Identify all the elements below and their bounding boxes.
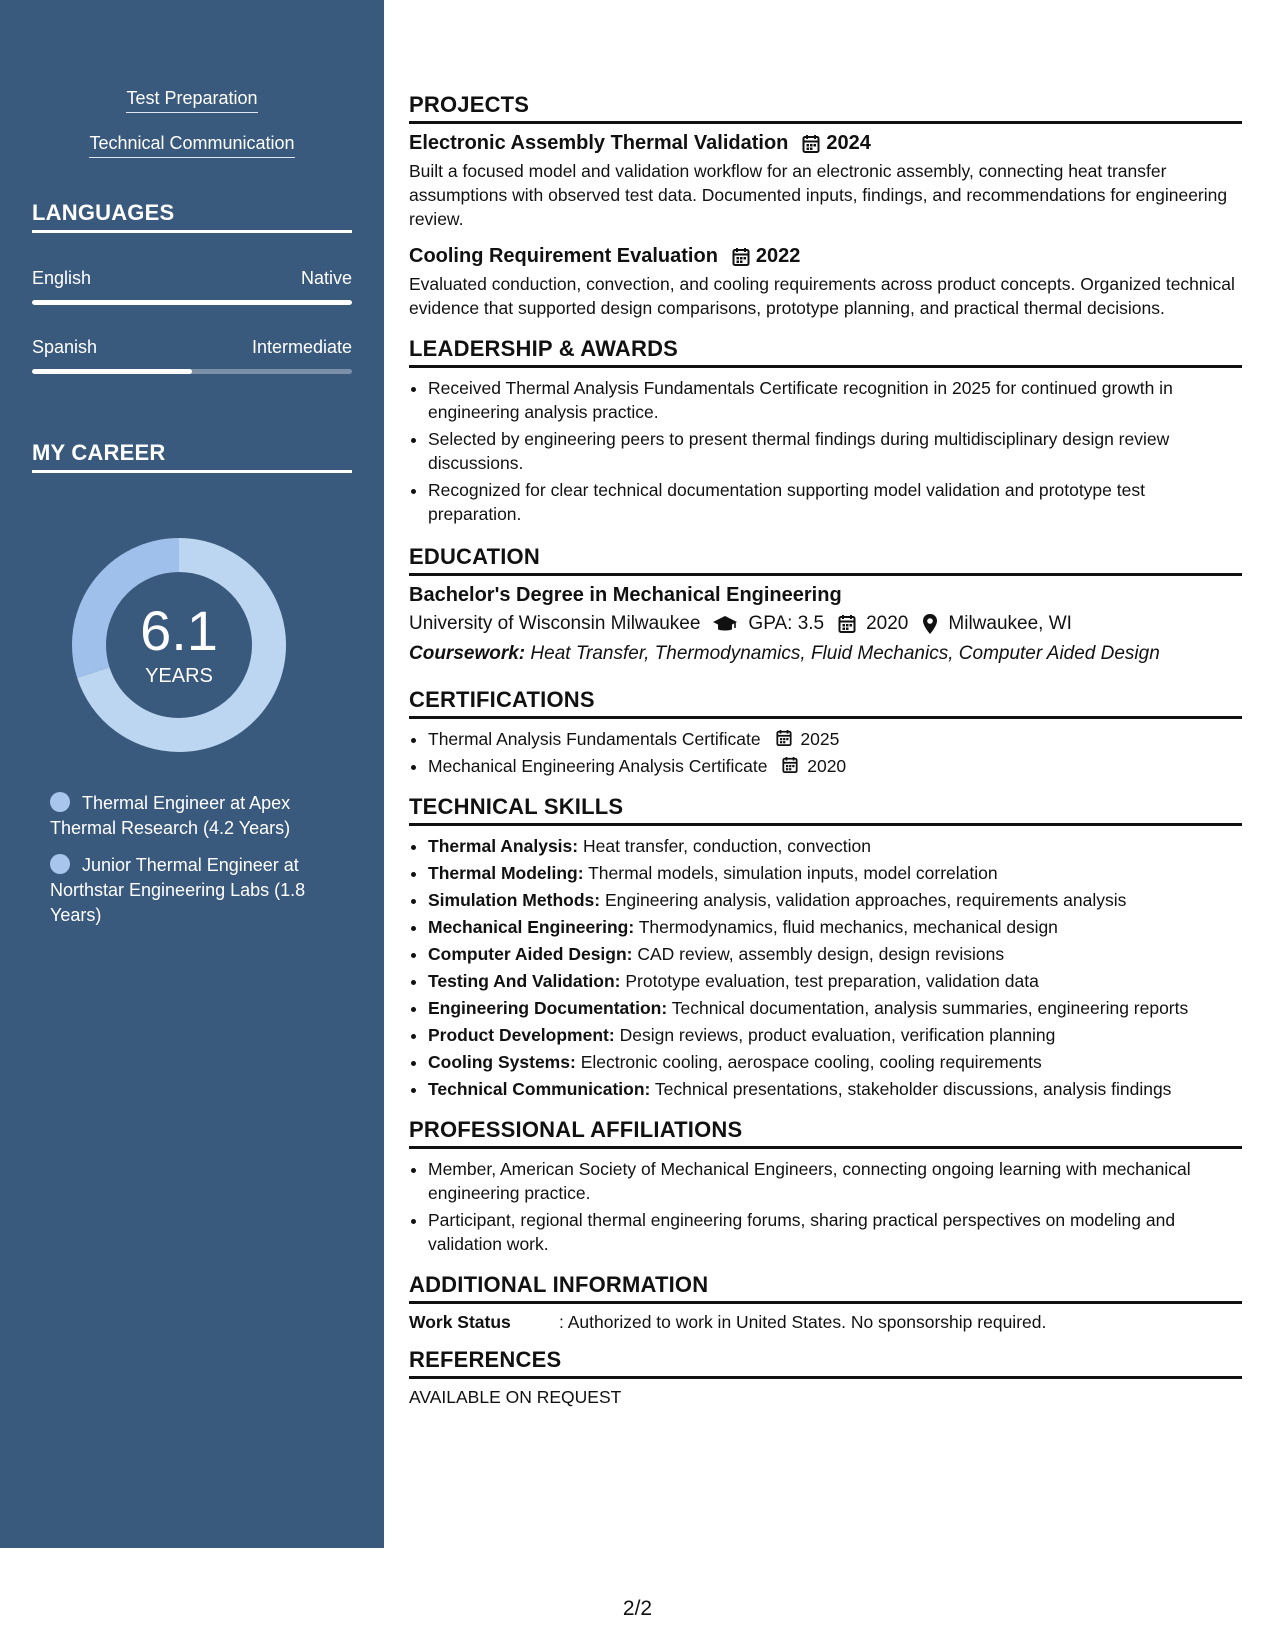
project-title bbox=[409, 132, 1242, 155]
languages-title: LANGUAGES bbox=[32, 200, 352, 233]
work-status-value: : Authorized to work in United States. No sponsorship required. bbox=[559, 1312, 1047, 1332]
list-item bbox=[428, 727, 1242, 751]
education-details bbox=[409, 613, 1242, 635]
certification-year: 2025 bbox=[800, 729, 840, 749]
skill-detail: Design reviews, product evaluation, verification planning bbox=[619, 1025, 1056, 1045]
project-year: 2022 bbox=[755, 245, 801, 267]
education-year: 2020 bbox=[866, 613, 909, 634]
skill-detail: Technical presentations, stakeholder discussions, analysis findings bbox=[654, 1079, 1172, 1099]
career-role bbox=[50, 791, 340, 841]
language-level: Intermediate bbox=[251, 337, 352, 357]
sidebar-link-test-preparation[interactable]: Test Preparation bbox=[126, 88, 257, 113]
sidebar-link-technical-communication[interactable]: Technical Communication bbox=[89, 133, 294, 158]
project-title bbox=[409, 245, 1242, 268]
career-role-label: Thermal Engineer at Apex Thermal Research (4.2 Years) bbox=[50, 793, 291, 838]
leadership-list bbox=[409, 376, 1242, 526]
skill-detail: Electronic cooling, aerospace cooling, cooling requirements bbox=[580, 1052, 1042, 1072]
language-name: English bbox=[32, 268, 92, 288]
list-item bbox=[428, 861, 1242, 885]
list-item bbox=[428, 754, 1242, 778]
language-spanish-bar bbox=[32, 369, 352, 374]
career-donut bbox=[66, 532, 292, 758]
calendar-icon bbox=[776, 729, 792, 747]
sidebar bbox=[0, 0, 384, 1548]
project-year: 2024 bbox=[826, 132, 871, 154]
sidebar-links bbox=[0, 0, 384, 178]
certification-name: Thermal Analysis Fundamentals Certificate bbox=[428, 729, 761, 749]
affiliations-list bbox=[409, 1157, 1242, 1256]
skill-name: Engineering Documentation: bbox=[428, 998, 668, 1018]
calendar-icon bbox=[732, 247, 750, 267]
language-spanish-bar-fill bbox=[32, 369, 192, 374]
skill-name: Simulation Methods: bbox=[428, 890, 601, 910]
list-item bbox=[428, 834, 1242, 858]
language-english-bar-fill bbox=[32, 300, 352, 305]
education-gpa: GPA: 3.5 bbox=[748, 613, 825, 634]
education-coursework bbox=[409, 643, 1242, 665]
project-name: Electronic Assembly Thermal Validation bbox=[409, 132, 789, 154]
career-role bbox=[50, 853, 340, 928]
education-degree: Bachelor's Degree in Mechanical Engineering bbox=[409, 584, 842, 606]
skill-detail: CAD review, assembly design, design revisions bbox=[637, 944, 1005, 964]
language-english-bar bbox=[32, 300, 352, 305]
leadership-title: LEADERSHIP & AWARDS bbox=[409, 336, 1242, 368]
list-item bbox=[428, 942, 1242, 966]
list-item: • Received Thermal Analysis Fundamentals Certificate recognition in 2025 for continued growth in engineering analysis practice. bbox=[428, 376, 1242, 424]
skill-detail: Heat transfer, conduction, convection bbox=[582, 836, 871, 856]
education-school: University of Wisconsin Milwaukee bbox=[409, 613, 701, 634]
work-status-label: Work Status bbox=[409, 1312, 511, 1332]
calendar-icon bbox=[802, 134, 820, 154]
skills-title: TECHNICAL SKILLS bbox=[409, 794, 1242, 826]
coursework-label: Coursework: bbox=[409, 643, 526, 664]
career-role-label: Junior Thermal Engineer at Northstar Engineering Labs (1.8 Years) bbox=[50, 855, 306, 925]
list-item bbox=[428, 1050, 1242, 1074]
skill-detail: Thermodynamics, fluid mechanics, mechanical design bbox=[638, 917, 1058, 937]
additional-info-title: ADDITIONAL INFORMATION bbox=[409, 1272, 1242, 1304]
references-text: AVAILABLE ON REQUEST bbox=[409, 1387, 622, 1407]
coursework-list: Heat Transfer, Thermodynamics, Fluid Mechanics, Computer Aided Design bbox=[530, 643, 1160, 664]
list-item: • Selected by engineering peers to present thermal findings during multidisciplinary design review discussions. bbox=[428, 427, 1242, 475]
skill-detail: Prototype evaluation, test preparation, validation data bbox=[625, 971, 1039, 991]
skill-name: Product Development: bbox=[428, 1025, 615, 1045]
career-total-years: 6.1 bbox=[140, 598, 218, 662]
references-title: REFERENCES bbox=[409, 1347, 1242, 1379]
list-item bbox=[428, 888, 1242, 912]
career-title: MY CAREER bbox=[32, 440, 352, 473]
education-location: Milwaukee, WI bbox=[948, 613, 1072, 634]
graduation-cap-icon bbox=[712, 614, 738, 634]
certification-year: 2020 bbox=[807, 756, 847, 776]
skill-name: Thermal Modeling: bbox=[428, 863, 584, 883]
bullet-dot-icon bbox=[50, 854, 70, 874]
projects-title: PROJECTS bbox=[409, 92, 1242, 124]
project-description: Built a focused model and validation workflow for an electronic assembly, connecting heat transfer assumptions with observed test data. Documented inputs, findings, and recommendations for engineering review. bbox=[409, 161, 1228, 229]
language-spanish bbox=[32, 337, 352, 358]
bullet-dot-icon bbox=[50, 792, 70, 812]
certifications-title: CERTIFICATIONS bbox=[409, 687, 1242, 719]
main-content bbox=[409, 92, 1242, 1408]
skill-name: Mechanical Engineering: bbox=[428, 917, 635, 937]
skill-name: Computer Aided Design: bbox=[428, 944, 633, 964]
list-item bbox=[428, 996, 1242, 1020]
skill-name: Testing And Validation: bbox=[428, 971, 621, 991]
certifications-list bbox=[409, 727, 1242, 778]
career-roles bbox=[50, 791, 340, 940]
list-item bbox=[428, 915, 1242, 939]
certification-name: Mechanical Engineering Analysis Certificate bbox=[428, 756, 768, 776]
career-total-unit: YEARS bbox=[145, 664, 213, 687]
skill-detail: Thermal models, simulation inputs, model correlation bbox=[588, 863, 998, 883]
skill-detail: Engineering analysis, validation approaches, requirements analysis bbox=[604, 890, 1127, 910]
skill-name: Cooling Systems: bbox=[428, 1052, 576, 1072]
language-level: Native bbox=[300, 268, 352, 288]
education-title: EDUCATION bbox=[409, 544, 1242, 576]
list-item: • Recognized for clear technical documentation supporting model validation and prototype test preparation. bbox=[428, 478, 1242, 526]
skill-name: Technical Communication: bbox=[428, 1079, 651, 1099]
career-donut-center bbox=[66, 532, 292, 758]
page-number: 2/2 bbox=[622, 1597, 653, 1620]
project-name: Cooling Requirement Evaluation bbox=[409, 245, 718, 267]
work-status-row bbox=[409, 1312, 1242, 1333]
calendar-icon bbox=[838, 614, 856, 634]
list-item bbox=[428, 969, 1242, 993]
location-pin-icon bbox=[922, 613, 938, 635]
skill-name: Thermal Analysis: bbox=[428, 836, 579, 856]
project-description: Evaluated conduction, convection, and cooling requirements across product concepts. Organized technical evidence that supported design comparisons, prototype planning, and practical thermal decisions. bbox=[409, 274, 1235, 318]
language-name: Spanish bbox=[32, 337, 98, 357]
list-item: • Member, American Society of Mechanical Engineers, connecting ongoing learning with mechanical engineering practice. bbox=[428, 1157, 1242, 1205]
list-item: • Participant, regional thermal engineering forums, sharing practical perspectives on modeling and validation work. bbox=[428, 1208, 1242, 1256]
list-item bbox=[428, 1023, 1242, 1047]
affiliations-title: PROFESSIONAL AFFILIATIONS bbox=[409, 1117, 1242, 1149]
list-item bbox=[428, 1077, 1242, 1101]
skill-detail: Technical documentation, analysis summaries, engineering reports bbox=[671, 998, 1189, 1018]
language-english bbox=[32, 268, 352, 289]
skills-list bbox=[409, 834, 1242, 1101]
calendar-icon bbox=[782, 756, 798, 774]
